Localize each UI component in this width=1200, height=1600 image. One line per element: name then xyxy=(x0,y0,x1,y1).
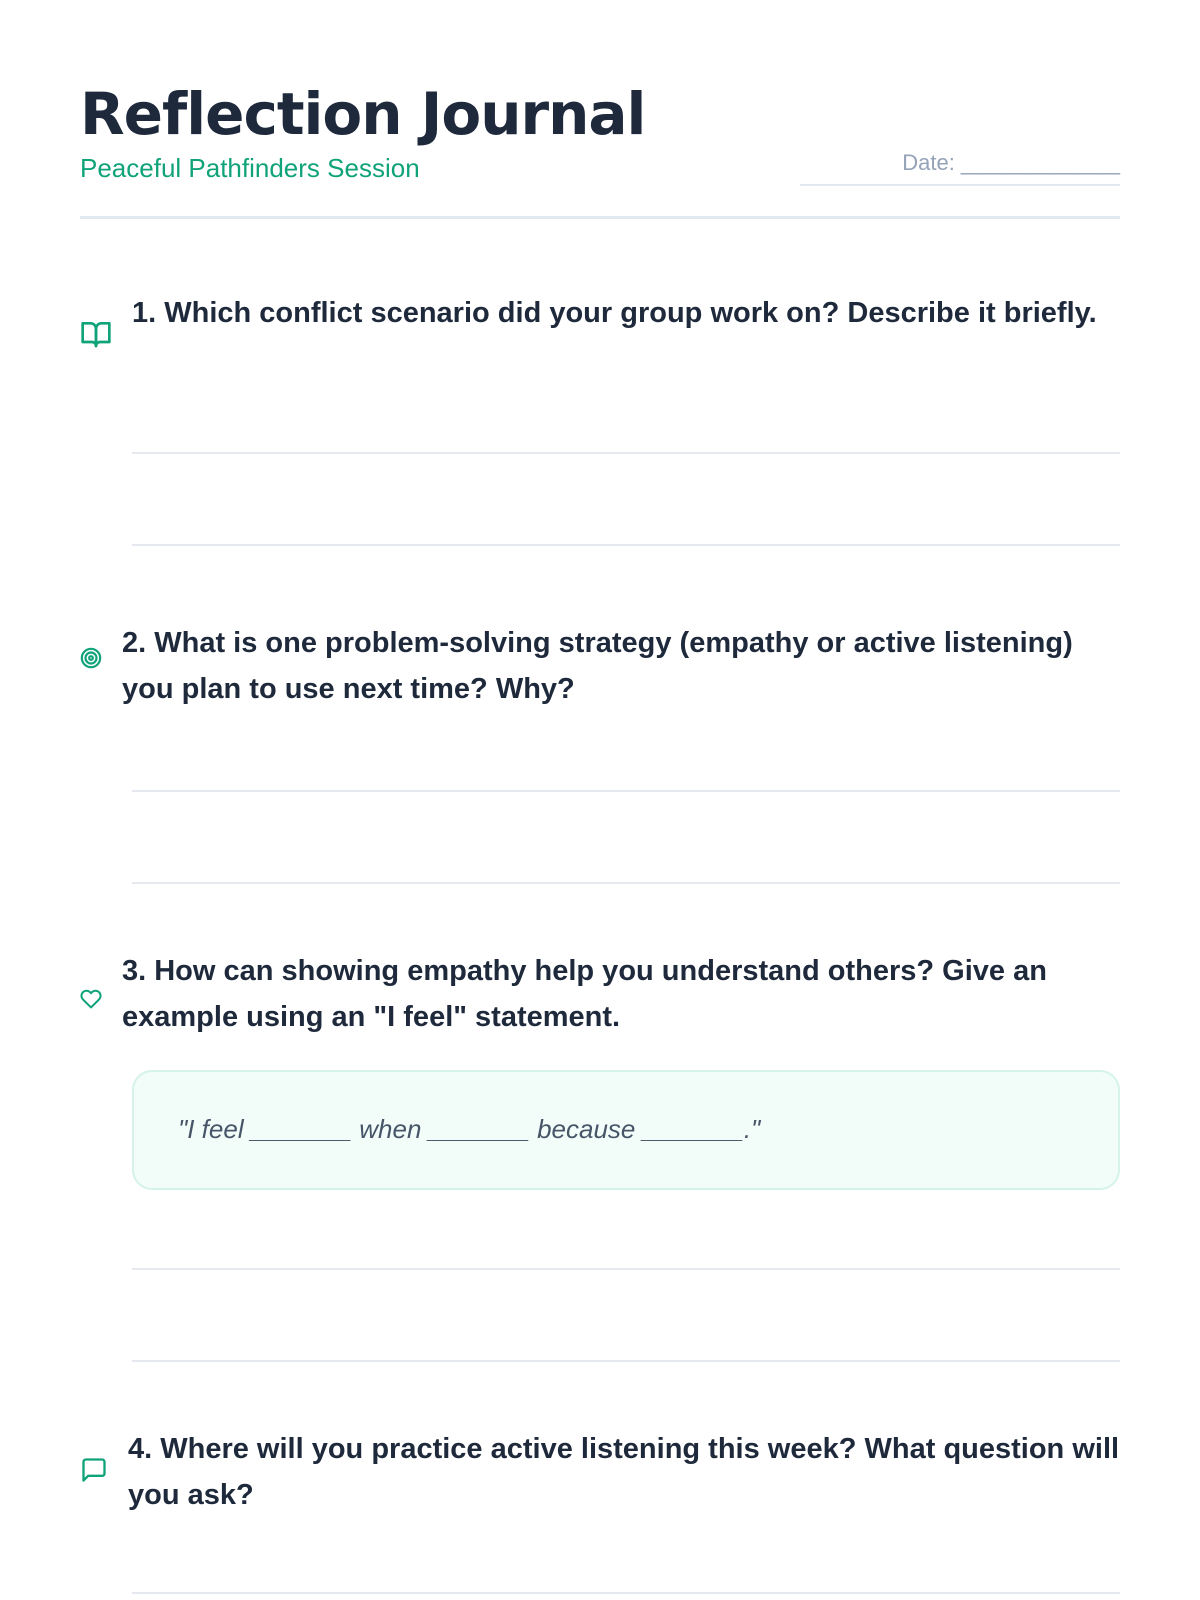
journal-header xyxy=(80,72,1120,219)
answer-line[interactable] xyxy=(132,882,1120,884)
journal-page xyxy=(80,0,1120,1600)
i-feel-hint-box xyxy=(132,1070,1120,1190)
heart-icon xyxy=(80,988,102,1010)
date-field[interactable] xyxy=(800,148,1120,186)
question-2 xyxy=(80,620,1120,880)
question-3 xyxy=(80,948,1120,1368)
answer-line[interactable] xyxy=(132,790,1120,792)
question-4-text: 4. Where will you practice active listening this week? What question will you ask? xyxy=(128,1433,1120,1511)
session-subtitle: Peaceful Pathfinders Session xyxy=(80,153,420,183)
message-square-icon xyxy=(80,1456,108,1484)
question-1-text: 1. Which conflict scenario did your group work on? Describe it briefly. xyxy=(132,297,1097,329)
question-4 xyxy=(80,1426,1120,1600)
question-2-text: 2. What is one problem-solving strategy (empathy or active listening) you plan to use next time? Why? xyxy=(122,627,1073,705)
book-open-icon xyxy=(80,318,112,350)
target-icon xyxy=(80,647,102,669)
answer-line[interactable] xyxy=(132,1268,1120,1270)
answer-line[interactable] xyxy=(132,1360,1120,1362)
page-title: Reflection Journal xyxy=(80,80,646,148)
answer-line[interactable] xyxy=(132,1592,1120,1594)
answer-line[interactable] xyxy=(132,544,1120,546)
answer-line[interactable] xyxy=(132,452,1120,454)
date-label: Date: _____________ xyxy=(902,150,1120,175)
i-feel-hint: "I feel _______ when _______ because _______." xyxy=(178,1114,761,1144)
question-3-text: 3. How can showing empathy help you understand others? Give an example using an "I feel" statement. xyxy=(122,955,1047,1033)
question-1 xyxy=(80,290,1120,550)
